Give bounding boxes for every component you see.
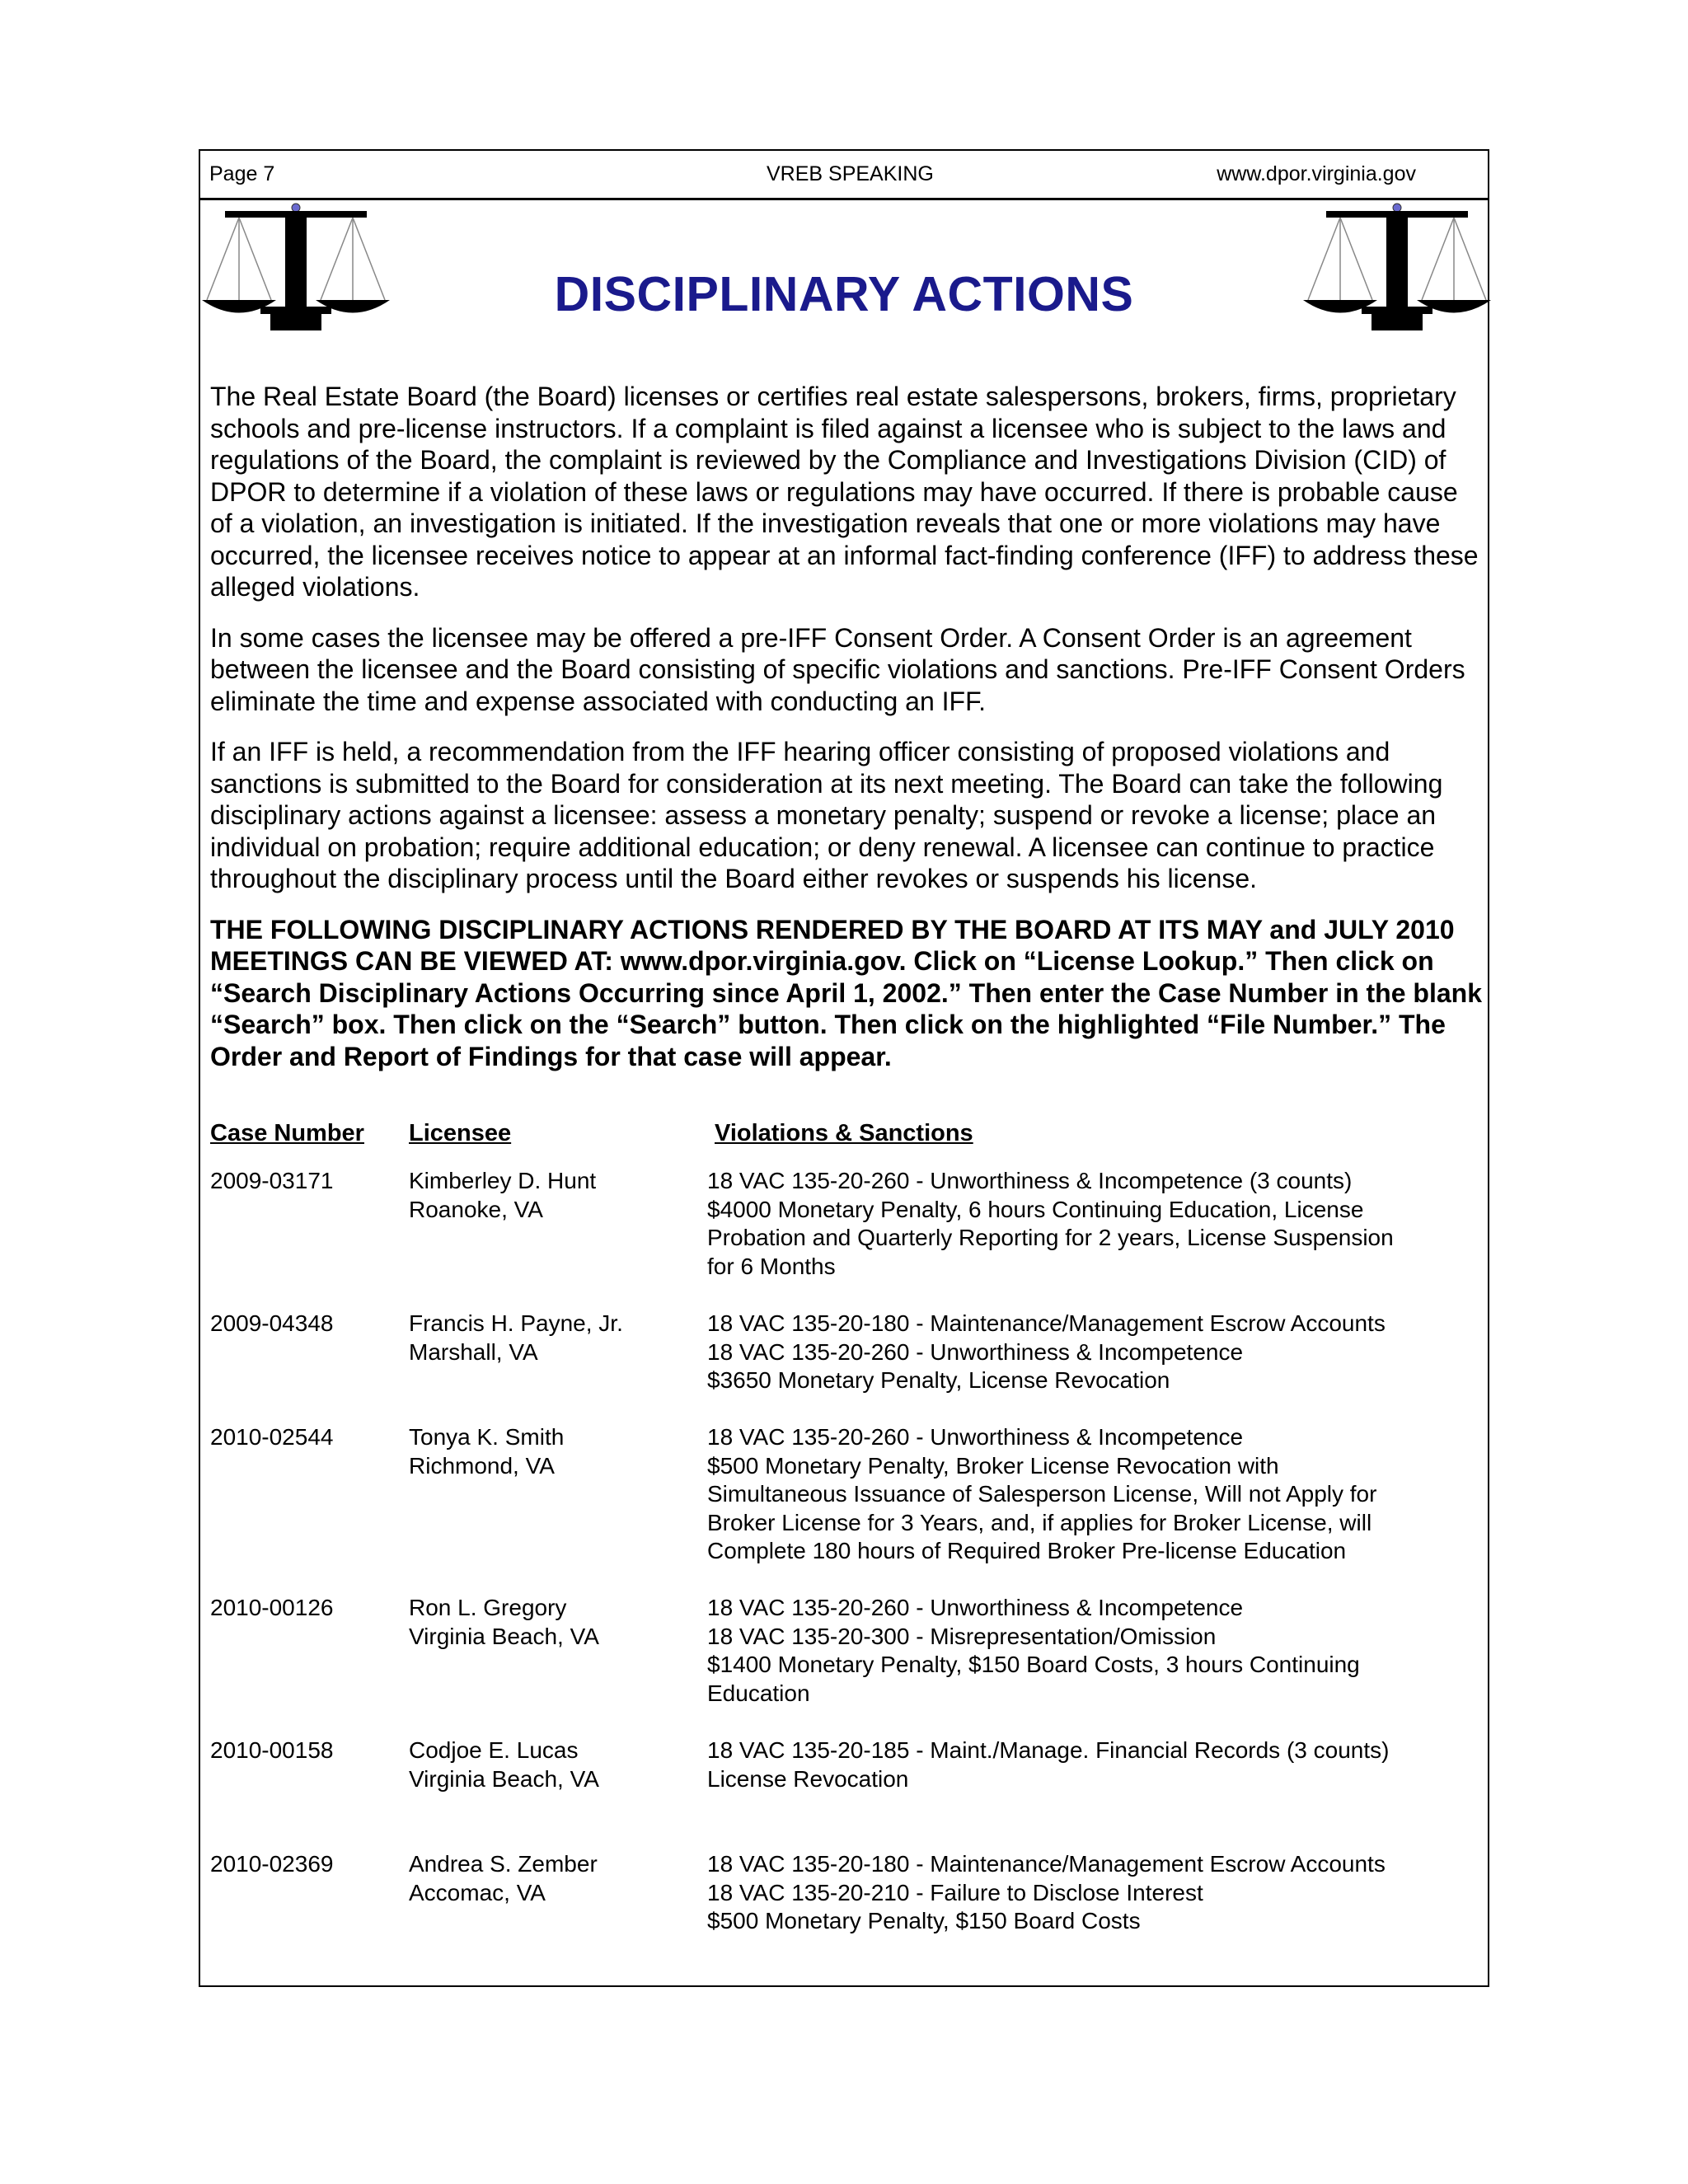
violation-line: 18 VAC 135-20-260 - Unworthiness & Incompetence [707,1595,1244,1620]
licensee-name: Ron L. Gregory [409,1595,567,1620]
violation-line: 18 VAC 135-20-260 - Unworthiness & Incompetence [707,1338,1244,1365]
violation-line: Broker License for 3 Years, and, if applies for Broker License, will [707,1509,1372,1535]
licensee [409,1594,599,1651]
column-header-case-number: Case Number [210,1120,364,1146]
case-number: 2010-00158 [210,1737,334,1763]
header-url: www.dpor.virginia.gov [1217,162,1416,185]
column-header-licensee: Licensee [409,1120,512,1146]
case-number: 2010-02544 [210,1424,334,1450]
lookup-instructions: THE FOLLOWING DISCIPLINARY ACTIONS RENDERED BY THE BOARD AT ITS MAY and JULY 2010 MEETINGS CAN BE VIEWED AT: www.dpor.virginia.gov. Click on “License Lookup.” Then click on “Search Disciplinary Actions Occurring since April 1, 2002.” Then enter the Case Number in the blank “Search” box. Then click on the “Search” button. Then click on the highlighted “File Number.” The Order and Report of Findings for that case will appear. [210,914,1482,1071]
licensee-name: Francis H. Payne, Jr. [409,1310,623,1336]
violations-sanctions [707,1594,1490,1708]
licensee [409,1423,564,1480]
body-text [210,381,1484,1091]
violations-sanctions [707,1423,1490,1566]
licensee-location: Accomac, VA [409,1879,546,1905]
licensee-name: Andrea S. Zember [409,1851,598,1877]
violation-line: 18 VAC 135-20-180 - Maintenance/Management Escrow Accounts [707,1851,1386,1877]
licensee [409,1167,596,1224]
violation-line: Probation and Quarterly Reporting for 2 years, License Suspension [707,1225,1394,1250]
licensee [409,1310,623,1366]
page-header [200,151,1488,200]
violation-line: $500 Monetary Penalty, Broker License Revocation with [707,1452,1279,1479]
violation-line: 18 VAC 135-20-210 - Failure to Disclose Interest [707,1879,1203,1905]
violation-line: License Revocation [707,1765,909,1792]
column-header-violations: Violations & Sanctions [715,1120,973,1146]
iff-paragraph: If an IFF is held, a recommendation from the IFF hearing officer consisting of proposed violations and sanctions is submitted to the Board for consideration at its next meeting. The Board can take the following disciplinary actions against a licensee: assess a monetary penalty; suspend or revoke a license; place an individual on probation; require additional education; or deny renewal. A licensee can continue to practice throughout the disciplinary process until the Board either revokes or suspends his license. [210,737,1443,893]
violation-line: $3650 Monetary Penalty, License Revocation [707,1367,1170,1393]
page-title: DISCIPLINARY ACTIONS [554,267,1134,321]
consent-order-paragraph: In some cases the licensee may be offered a pre-IFF Consent Order. A Consent Order is an agreement between the licensee and the Board consisting of specific violations and sanctions. Pre-IFF Consent Orders eliminate the time and expense associated with conducting an IFF. [210,622,1465,716]
violation-line: $500 Monetary Penalty, $150 Board Costs [707,1908,1141,1933]
violation-line: 18 VAC 135-20-300 - Misrepresentation/Omission [707,1623,1217,1649]
violations-sanctions [707,1736,1490,1793]
violation-line: for 6 Months [707,1253,836,1279]
licensee-location: Virginia Beach, VA [409,1623,599,1649]
violation-line: 18 VAC 135-20-260 - Unworthiness & Incompetence (3 counts) [707,1168,1353,1193]
violations-sanctions [707,1850,1490,1936]
licensee [409,1850,598,1907]
case-number: 2010-00126 [210,1595,334,1620]
licensee-name: Tonya K. Smith [409,1424,565,1450]
case-number: 2009-04348 [210,1310,334,1336]
licensee-location: Roanoke, VA [409,1196,543,1222]
intro-paragraph: The Real Estate Board (the Board) licenses or certifies real estate salespersons, brokers, firms, proprietary schools and pre-license instructors. If a complaint is filed against a licensee who is subject to the laws and regulations of the Board, the complaint is reviewed by the Compliance and Investigations Division (CID) of DPOR to determine if a violation of these laws or regulations may have occurred. If there is probable cause of a violation, an investigation is initiated. If the investigation reveals that one or more violations may have occurred, the licensee receives notice to appear at an informal fact-finding conference (IFF) to address these alleged violations. [210,382,1479,602]
violation-line: 18 VAC 135-20-180 - Maintenance/Management Escrow Accounts [707,1310,1386,1336]
page-frame [199,149,1489,1987]
page-number: Page 7 [209,162,275,185]
violation-line: 18 VAC 135-20-260 - Unworthiness & Incompetence [707,1424,1244,1450]
violations-sanctions [707,1310,1490,1395]
licensee [409,1736,599,1793]
licensee-location: Marshall, VA [409,1338,538,1365]
licensee-name: Codjoe E. Lucas [409,1737,579,1763]
violation-line: Education [707,1680,810,1706]
case-number: 2009-03171 [210,1168,334,1193]
violation-line: 18 VAC 135-20-185 - Maint./Manage. Financial Records (3 counts) [707,1737,1390,1763]
violation-line: Complete 180 hours of Required Broker Pre-license Education [707,1538,1347,1563]
violation-line: $4000 Monetary Penalty, 6 hours Continuing Education, License [707,1196,1364,1222]
licensee-name: Kimberley D. Hunt [409,1168,597,1193]
violation-line: $1400 Monetary Penalty, $150 Board Costs, 3 hours Continuing [707,1652,1360,1677]
licensee-location: Richmond, VA [409,1452,555,1479]
violation-line: Simultaneous Issuance of Salesperson License, Will not Apply for [707,1481,1377,1507]
case-number: 2010-02369 [210,1851,334,1877]
licensee-location: Virginia Beach, VA [409,1765,599,1792]
newsletter-name: VREB SPEAKING [767,162,934,185]
violations-sanctions [707,1167,1490,1281]
